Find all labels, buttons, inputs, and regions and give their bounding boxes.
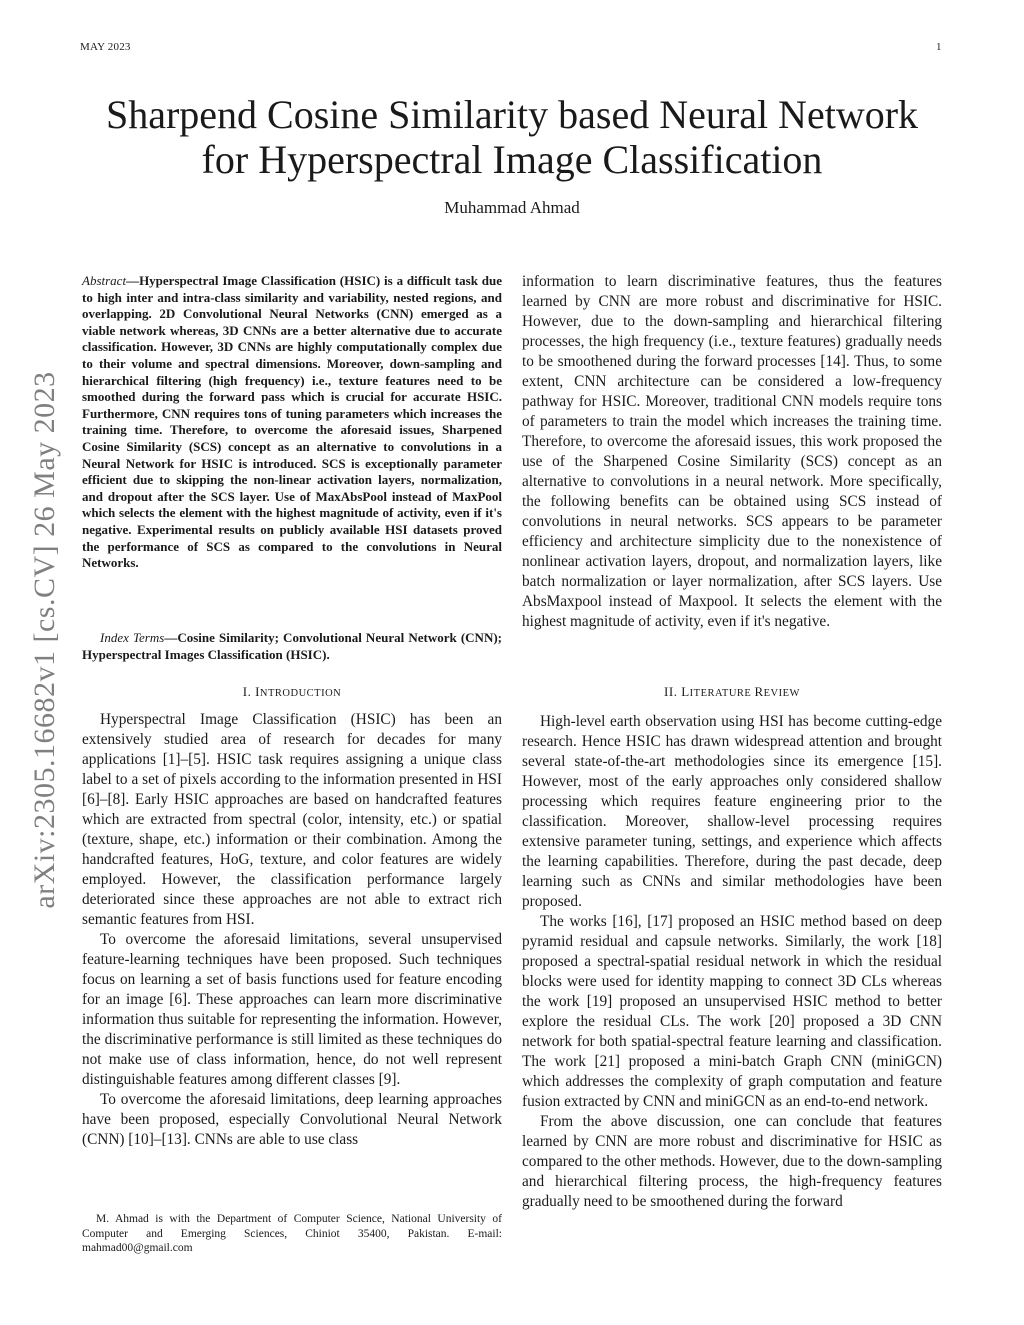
section-smallcaps: NTRODUCTION (259, 688, 342, 699)
paragraph: From the above discussion, one can conclude that features learned by CNN are more robust and discriminative for HSIC as compared to the other methods. However, due to the down-sampling and hierarchical filtering process, the high-frequency features gradually need to be smoothened during the forward (522, 1113, 942, 1210)
index-terms (82, 617, 502, 676)
section-initial: I (255, 684, 260, 699)
section-initial: L (681, 684, 690, 699)
arxiv-stamp-text: arXiv:2305.16682v1 [cs.CV] 26 May 2023 (28, 371, 61, 909)
section-smallcaps: ITERATURE (689, 688, 755, 699)
title-line-1: Sharpend Cosine Similarity based Neural Network (105, 92, 919, 137)
author-name: Muhammad Ahmad (444, 198, 580, 217)
author-footnote (82, 1212, 502, 1256)
abstract-text: —Hyperspectral Image Classification (HSIC) is a difficult task due to high inter and intra-class similarity and variability, nested regions, and overlapping. 2D Convolutional Neural Networks (CNN) emerged as a viable network whereas, 3D CNNs are a better alternative due to accurate classification. However, 3D CNNs are highly computationally complex due to their volume and spectral dimensions. Moreover, down-sampling and hierarchical filtering (high frequency) i.e., texture features need to be smoothed during the forward pass which is crucial for accurate HSIC. Furthermore, CNN requires tons of tuning parameters which increases the training time. Therefore, to overcome the aforesaid issues, Sharpened Cosine Similarity (SCS) concept as an alternative to convolutions in a Neural Network for HSIC is introduced. SCS is exceptionally parameter efficient due to skipping the non-linear activation layers, normalization, and dropout after the SCS layer. Use of MaxAbsPool instead of MaxPool which selects the element with the highest magnitude of activity, even if it's negative. Experimental results on publicly available HSI datasets proved the performance of SCS as compared to the convolutions in Neural Networks. (82, 273, 502, 571)
literature-review-body (522, 712, 942, 1212)
paragraph: High-level earth observation using HSI has become cutting-edge research. Hence HSIC has drawn widespread attention and brought several state-of-the-art methodologies since its emergence [15]. However, most of the early approaches only considered shallow processing which requires feature engineering prior to the classification. Moreover, shallow-level processing requires extensive parameter tuning, settings, and experience which affects the learning capabilities. Therefore, during the past decade, deep learning such as CNNs and similar methodologies have been proposed. (522, 713, 942, 910)
paragraph: The works [16], [17] proposed an HSIC method based on deep pyramid residual and capsule networks. Similarly, the work [18] proposed a spectral-spatial residual network in which the residual blocks were used for identity mapping to connect 3D CLs whereas the work [19] proposed an unsupervised HSIC method to better explore the residual CLs. The work [20] proposed a 3D CNN network for both spatial-spectral feature learning and classification. The work [21] proposed a mini-batch Graph CNN (miniGCN) which addresses the complexity of graph computation and feature fusion extracted by CNN and miniGCN as an end-to-end network. (522, 913, 942, 1110)
abstract-label: Abstract (82, 273, 127, 288)
abstract (82, 273, 502, 572)
paragraph: To overcome the aforesaid limitations, deep learning approaches have been proposed, especially Convolutional Neural Network (CNN) [10]–[13]. CNNs are able to use class (82, 1091, 502, 1148)
section-smallcaps: EVIEW (763, 688, 800, 699)
introduction-body (82, 710, 502, 1150)
page-number: 1 (936, 41, 942, 53)
paragraph: Hyperspectral Image Classification (HSIC) has been an extensively studied area of research for decades for many applications [1]–[5]. HSIC task requires assigning a unique class label to a set of pixels according to the information presented in HSI [6]–[8]. Early HSIC approaches are based on handcrafted features which are extracted from spectral (color, intensity, etc.) or spatial (texture, shape, etc.) information or their combination. Among the handcrafted features, HoG, texture, and color features are widely employed. However, the classification performance largely deteriorated since these approaches are not able to extract rich semantic features from HSI. (82, 711, 502, 928)
index-terms-text: —Cosine Similarity; Convolutional Neural Network (CNN); Hyperspectral Images Classification (HSIC). (82, 630, 502, 662)
paper-title (60, 92, 964, 182)
index-terms-label: Index Terms (100, 630, 165, 645)
intro-continuation (522, 272, 942, 632)
intro-continuation-paragraph: information to learn discriminative features, thus the features learned by CNN are more robust and discriminative for HSIC. However, due to the down-sampling and hierarchical filtering processes, the high frequency (i.e., texture features) gradually needs to be smoothened during the forward processes [14]. Thus, to some extent, CNN architecture can be considered a low-frequency pathway for HSIC. Moreover, traditional CNN models require tons of parameters to train the model which increases the training time. Therefore, to overcome the aforesaid issues, this work proposed the use of the Sharpened Cosine Similarity (SCS) concept as an alternative to convolutions in a neural network. More specifically, the following benefits can be obtained using SCS instead of convolutions in neural networks. SCS appears to be parameter efficiency and architecture simplicity due to the nonexistence of nonlinear activation layers, dropout, and normalization layers, like batch normalization or layer normalization, after SCS layers. Use AbsMaxpool instead of Maxpool. It selects the element with the highest magnitude of activity, even if it's negative. (522, 273, 942, 630)
paragraph: To overcome the aforesaid limitations, several unsupervised feature-learning techniques have been proposed. Such techniques focus on learning a set of basis functions used for feature encoding for an image [6]. These approaches can learn more discriminative information thus suitable for representing the information. However, the discriminative performance is still limited as these techniques do not make use of class information, hence, do not well represent distinguishable features among different classes [9]. (82, 931, 502, 1088)
section-heading-introduction (82, 684, 502, 700)
arxiv-stamp (0, 340, 90, 940)
section-numeral: II. (664, 684, 682, 699)
title-line-2: for Hyperspectral Image Classification (201, 137, 823, 182)
section-numeral: I. (242, 684, 256, 699)
section-initial: R (754, 684, 764, 699)
running-header-date: MAY 2023 (80, 41, 131, 53)
section-heading-literature-review (522, 684, 942, 700)
footnote-text: M. Ahmad is with the Department of Computer Science, National University of Computer and Emerging Sciences, Chiniot 35400, Pakistan. E-mail: mahmad00@gmail.com (82, 1213, 502, 1254)
